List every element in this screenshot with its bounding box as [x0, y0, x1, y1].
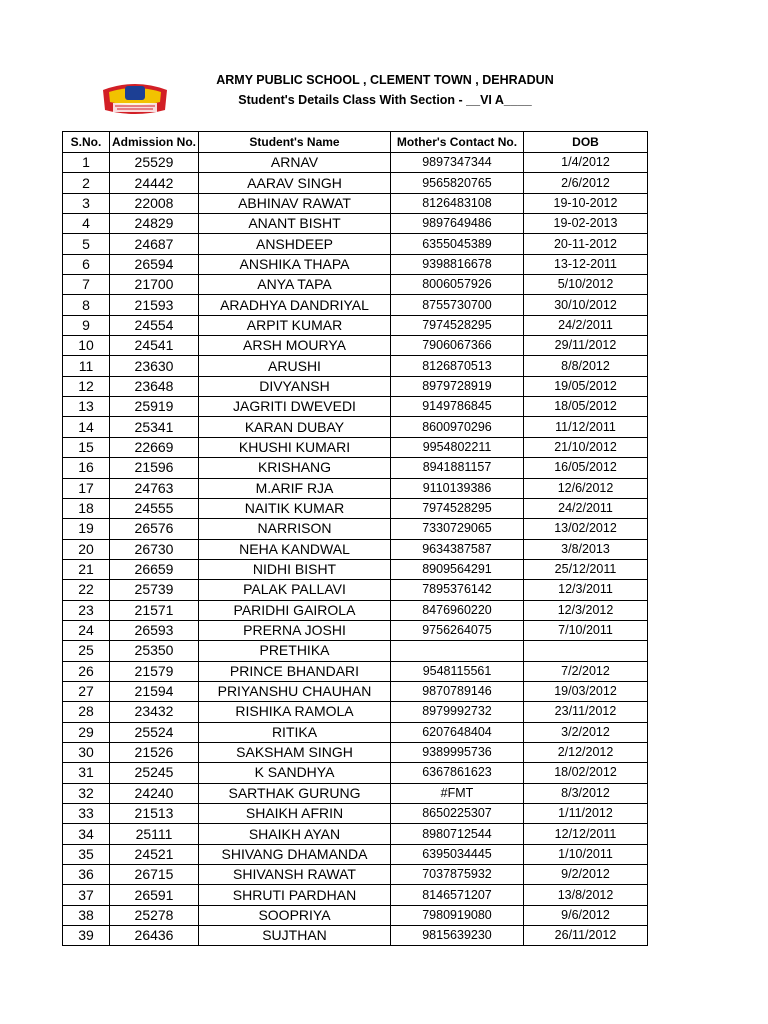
cell-admission-no: 24554 — [110, 315, 199, 335]
cell-admission-no: 25111 — [110, 824, 199, 844]
cell-sno: 22 — [63, 580, 110, 600]
cell-sno: 10 — [63, 336, 110, 356]
table-row — [63, 519, 648, 539]
cell-sno: 35 — [63, 844, 110, 864]
cell-admission-no: 25529 — [110, 153, 199, 173]
cell-dob: 8/3/2012 — [524, 783, 648, 803]
table-row — [63, 173, 648, 193]
cell-mother-contact: 8980712544 — [391, 824, 524, 844]
cell-student-name: SHAIKH AYAN — [199, 824, 391, 844]
cell-sno: 17 — [63, 478, 110, 498]
cell-admission-no: 21594 — [110, 681, 199, 701]
cell-dob: 3/8/2013 — [524, 539, 648, 559]
cell-mother-contact: 9389995736 — [391, 742, 524, 762]
cell-mother-contact: 9756264075 — [391, 620, 524, 640]
table-row — [63, 336, 648, 356]
cell-admission-no: 24829 — [110, 214, 199, 234]
cell-admission-no: 24555 — [110, 498, 199, 518]
cell-dob: 8/8/2012 — [524, 356, 648, 376]
cell-student-name: PALAK PALLAVI — [199, 580, 391, 600]
cell-student-name: SUJTHAN — [199, 926, 391, 946]
cell-admission-no: 25341 — [110, 417, 199, 437]
cell-mother-contact: 9149786845 — [391, 397, 524, 417]
cell-dob: 30/10/2012 — [524, 295, 648, 315]
table-body — [63, 153, 648, 946]
cell-admission-no: 26659 — [110, 559, 199, 579]
cell-sno: 26 — [63, 661, 110, 681]
column-header-mother-contact: Mother's Contact No. — [391, 132, 524, 153]
cell-sno: 28 — [63, 702, 110, 722]
table-row — [63, 356, 648, 376]
cell-dob: 24/2/2011 — [524, 315, 648, 335]
cell-student-name: ANSHDEEP — [199, 234, 391, 254]
cell-sno: 24 — [63, 620, 110, 640]
cell-admission-no: 24763 — [110, 478, 199, 498]
cell-sno: 31 — [63, 763, 110, 783]
cell-dob: 13-12-2011 — [524, 254, 648, 274]
cell-mother-contact: 9634387587 — [391, 539, 524, 559]
cell-student-name: ANSHIKA THAPA — [199, 254, 391, 274]
cell-mother-contact: 7974528295 — [391, 498, 524, 518]
cell-dob: 23/11/2012 — [524, 702, 648, 722]
cell-sno: 20 — [63, 539, 110, 559]
cell-dob: 13/8/2012 — [524, 885, 648, 905]
cell-sno: 30 — [63, 742, 110, 762]
student-details-table — [62, 131, 648, 946]
cell-student-name: SHIVANG DHAMANDA — [199, 844, 391, 864]
cell-student-name: NAITIK KUMAR — [199, 498, 391, 518]
cell-dob: 29/11/2012 — [524, 336, 648, 356]
table-row — [63, 783, 648, 803]
cell-mother-contact: 8755730700 — [391, 295, 524, 315]
cell-mother-contact: 7974528295 — [391, 315, 524, 335]
column-header-admission-no: Admission No. — [110, 132, 199, 153]
cell-mother-contact: 7906067366 — [391, 336, 524, 356]
cell-mother-contact: 7330729065 — [391, 519, 524, 539]
cell-sno: 36 — [63, 865, 110, 885]
cell-dob: 7/2/2012 — [524, 661, 648, 681]
cell-dob: 7/10/2011 — [524, 620, 648, 640]
cell-admission-no: 24521 — [110, 844, 199, 864]
cell-sno: 37 — [63, 885, 110, 905]
table-row — [63, 214, 648, 234]
cell-student-name: SAKSHAM SINGH — [199, 742, 391, 762]
cell-dob: 12/3/2012 — [524, 600, 648, 620]
cell-dob: 2/12/2012 — [524, 742, 648, 762]
table-row — [63, 905, 648, 925]
cell-admission-no: 23630 — [110, 356, 199, 376]
table-row — [63, 844, 648, 864]
table-row — [63, 580, 648, 600]
cell-admission-no: 26591 — [110, 885, 199, 905]
cell-mother-contact: 7895376142 — [391, 580, 524, 600]
cell-student-name: M.ARIF RJA — [199, 478, 391, 498]
cell-admission-no: 25919 — [110, 397, 199, 417]
cell-admission-no: 21526 — [110, 742, 199, 762]
cell-student-name: DIVYANSH — [199, 376, 391, 396]
table-row — [63, 865, 648, 885]
cell-dob: 1/10/2011 — [524, 844, 648, 864]
cell-sno: 25 — [63, 641, 110, 661]
cell-admission-no: 22669 — [110, 437, 199, 457]
cell-dob: 12/6/2012 — [524, 478, 648, 498]
table-row — [63, 397, 648, 417]
table-row — [63, 641, 648, 661]
cell-sno: 11 — [63, 356, 110, 376]
cell-sno: 2 — [63, 173, 110, 193]
cell-mother-contact: 8006057926 — [391, 275, 524, 295]
cell-sno: 4 — [63, 214, 110, 234]
cell-admission-no: 21596 — [110, 458, 199, 478]
cell-mother-contact: 6395034445 — [391, 844, 524, 864]
cell-admission-no: 24541 — [110, 336, 199, 356]
cell-sno: 32 — [63, 783, 110, 803]
cell-admission-no: 23432 — [110, 702, 199, 722]
table-row — [63, 193, 648, 213]
cell-sno: 23 — [63, 600, 110, 620]
table-row — [63, 275, 648, 295]
table-row — [63, 437, 648, 457]
cell-dob: 13/02/2012 — [524, 519, 648, 539]
table-row — [63, 417, 648, 437]
school-crest-logo — [99, 80, 171, 116]
cell-admission-no: 22008 — [110, 193, 199, 213]
cell-dob: 19/05/2012 — [524, 376, 648, 396]
table-row — [63, 295, 648, 315]
cell-admission-no: 25278 — [110, 905, 199, 925]
cell-admission-no: 24442 — [110, 173, 199, 193]
table-row — [63, 478, 648, 498]
class-subtitle: Student's Details Class With Section - __VI A____ — [238, 93, 532, 107]
cell-student-name: NARRISON — [199, 519, 391, 539]
cell-admission-no: 25245 — [110, 763, 199, 783]
cell-dob: 18/05/2012 — [524, 397, 648, 417]
cell-sno: 14 — [63, 417, 110, 437]
cell-admission-no: 21571 — [110, 600, 199, 620]
cell-mother-contact: 8909564291 — [391, 559, 524, 579]
cell-mother-contact: 9398816678 — [391, 254, 524, 274]
cell-mother-contact: 8941881157 — [391, 458, 524, 478]
cell-admission-no: 23648 — [110, 376, 199, 396]
table-row — [63, 559, 648, 579]
table-row — [63, 153, 648, 173]
cell-dob: 19/03/2012 — [524, 681, 648, 701]
cell-student-name: ARSH MOURYA — [199, 336, 391, 356]
cell-dob: 18/02/2012 — [524, 763, 648, 783]
table-row — [63, 498, 648, 518]
cell-student-name: K SANDHYA — [199, 763, 391, 783]
cell-sno: 8 — [63, 295, 110, 315]
cell-dob: 1/4/2012 — [524, 153, 648, 173]
cell-student-name: PRETHIKA — [199, 641, 391, 661]
cell-admission-no: 26576 — [110, 519, 199, 539]
table-row — [63, 926, 648, 946]
cell-dob: 11/12/2011 — [524, 417, 648, 437]
table-row — [63, 458, 648, 478]
cell-admission-no: 26715 — [110, 865, 199, 885]
cell-admission-no: 21513 — [110, 804, 199, 824]
cell-mother-contact: 9548115561 — [391, 661, 524, 681]
cell-mother-contact: 6207648404 — [391, 722, 524, 742]
cell-sno: 5 — [63, 234, 110, 254]
cell-mother-contact: 9110139386 — [391, 478, 524, 498]
cell-dob: 9/2/2012 — [524, 865, 648, 885]
cell-student-name: NEHA KANDWAL — [199, 539, 391, 559]
cell-mother-contact — [391, 641, 524, 661]
table-row — [63, 824, 648, 844]
cell-student-name: ABHINAV RAWAT — [199, 193, 391, 213]
cell-mother-contact: 9954802211 — [391, 437, 524, 457]
cell-student-name: SHAIKH AFRIN — [199, 804, 391, 824]
cell-dob: 24/2/2011 — [524, 498, 648, 518]
cell-mother-contact: 8650225307 — [391, 804, 524, 824]
table-row — [63, 254, 648, 274]
cell-student-name: ANYA TAPA — [199, 275, 391, 295]
cell-dob: 2/6/2012 — [524, 173, 648, 193]
cell-mother-contact: 8126483108 — [391, 193, 524, 213]
cell-student-name: PRIYANSHU CHAUHAN — [199, 681, 391, 701]
cell-admission-no: 24240 — [110, 783, 199, 803]
cell-student-name: SOOPRIYA — [199, 905, 391, 925]
cell-student-name: ARPIT KUMAR — [199, 315, 391, 335]
cell-sno: 3 — [63, 193, 110, 213]
column-header-dob: DOB — [524, 132, 648, 153]
cell-student-name: PARIDHI GAIROLA — [199, 600, 391, 620]
cell-sno: 33 — [63, 804, 110, 824]
cell-sno: 38 — [63, 905, 110, 925]
cell-student-name: SHIVANSH RAWAT — [199, 865, 391, 885]
cell-dob: 9/6/2012 — [524, 905, 648, 925]
table-row — [63, 315, 648, 335]
cell-mother-contact: 8979728919 — [391, 376, 524, 396]
table-row — [63, 661, 648, 681]
cell-dob: 20-11-2012 — [524, 234, 648, 254]
cell-student-name: ARADHYA DANDRIYAL — [199, 295, 391, 315]
cell-mother-contact: 9815639230 — [391, 926, 524, 946]
cell-mother-contact: 9870789146 — [391, 681, 524, 701]
cell-mother-contact: 6367861623 — [391, 763, 524, 783]
table-row — [63, 763, 648, 783]
cell-admission-no: 21579 — [110, 661, 199, 681]
cell-mother-contact: 7037875932 — [391, 865, 524, 885]
cell-mother-contact: 9897649486 — [391, 214, 524, 234]
cell-mother-contact: 8600970296 — [391, 417, 524, 437]
column-header-student-name: Student's Name — [199, 132, 391, 153]
cell-admission-no: 26593 — [110, 620, 199, 640]
cell-mother-contact: #FMT — [391, 783, 524, 803]
cell-admission-no: 26436 — [110, 926, 199, 946]
cell-sno: 16 — [63, 458, 110, 478]
cell-admission-no: 24687 — [110, 234, 199, 254]
table-row — [63, 722, 648, 742]
table-row — [63, 702, 648, 722]
cell-mother-contact: 6355045389 — [391, 234, 524, 254]
table-header-row — [63, 132, 648, 153]
cell-mother-contact: 8979992732 — [391, 702, 524, 722]
cell-student-name: SARTHAK GURUNG — [199, 783, 391, 803]
cell-student-name: ARNAV — [199, 153, 391, 173]
table-row — [63, 600, 648, 620]
cell-dob: 12/12/2011 — [524, 824, 648, 844]
table-row — [63, 742, 648, 762]
cell-dob — [524, 641, 648, 661]
cell-dob: 25/12/2011 — [524, 559, 648, 579]
cell-dob: 5/10/2012 — [524, 275, 648, 295]
cell-student-name: RITIKA — [199, 722, 391, 742]
cell-sno: 9 — [63, 315, 110, 335]
cell-dob: 21/10/2012 — [524, 437, 648, 457]
cell-sno: 15 — [63, 437, 110, 457]
cell-mother-contact: 8476960220 — [391, 600, 524, 620]
column-header-sno: S.No. — [63, 132, 110, 153]
cell-sno: 1 — [63, 153, 110, 173]
cell-student-name: KARAN DUBAY — [199, 417, 391, 437]
school-title: ARMY PUBLIC SCHOOL , CLEMENT TOWN , DEHRADUN — [216, 73, 554, 87]
cell-dob: 19-10-2012 — [524, 193, 648, 213]
cell-admission-no: 25350 — [110, 641, 199, 661]
cell-sno: 21 — [63, 559, 110, 579]
cell-student-name: SHRUTI PARDHAN — [199, 885, 391, 905]
cell-admission-no: 21593 — [110, 295, 199, 315]
cell-student-name: ARUSHI — [199, 356, 391, 376]
cell-sno: 27 — [63, 681, 110, 701]
table-row — [63, 376, 648, 396]
cell-student-name: NIDHI BISHT — [199, 559, 391, 579]
cell-dob: 1/11/2012 — [524, 804, 648, 824]
cell-sno: 12 — [63, 376, 110, 396]
table-row — [63, 804, 648, 824]
cell-student-name: KHUSHI KUMARI — [199, 437, 391, 457]
cell-student-name: KRISHANG — [199, 458, 391, 478]
table-row — [63, 681, 648, 701]
cell-student-name: RISHIKA RAMOLA — [199, 702, 391, 722]
cell-sno: 39 — [63, 926, 110, 946]
cell-dob: 26/11/2012 — [524, 926, 648, 946]
cell-mother-contact: 9565820765 — [391, 173, 524, 193]
cell-dob: 19-02-2013 — [524, 214, 648, 234]
cell-student-name: JAGRITI DWEVEDI — [199, 397, 391, 417]
cell-sno: 6 — [63, 254, 110, 274]
cell-sno: 13 — [63, 397, 110, 417]
cell-mother-contact: 9897347344 — [391, 153, 524, 173]
cell-sno: 19 — [63, 519, 110, 539]
cell-admission-no: 25739 — [110, 580, 199, 600]
table-row — [63, 539, 648, 559]
cell-admission-no: 26730 — [110, 539, 199, 559]
table-row — [63, 885, 648, 905]
cell-student-name: ANANT BISHT — [199, 214, 391, 234]
cell-mother-contact: 7980919080 — [391, 905, 524, 925]
cell-admission-no: 26594 — [110, 254, 199, 274]
cell-admission-no: 21700 — [110, 275, 199, 295]
cell-dob: 16/05/2012 — [524, 458, 648, 478]
cell-student-name: PRERNA JOSHI — [199, 620, 391, 640]
cell-student-name: PRINCE BHANDARI — [199, 661, 391, 681]
table-row — [63, 620, 648, 640]
cell-sno: 34 — [63, 824, 110, 844]
cell-mother-contact: 8146571207 — [391, 885, 524, 905]
cell-sno: 29 — [63, 722, 110, 742]
cell-dob: 12/3/2011 — [524, 580, 648, 600]
cell-student-name: AARAV SINGH — [199, 173, 391, 193]
cell-mother-contact: 8126870513 — [391, 356, 524, 376]
cell-sno: 18 — [63, 498, 110, 518]
cell-sno: 7 — [63, 275, 110, 295]
cell-admission-no: 25524 — [110, 722, 199, 742]
table-row — [63, 234, 648, 254]
cell-dob: 3/2/2012 — [524, 722, 648, 742]
